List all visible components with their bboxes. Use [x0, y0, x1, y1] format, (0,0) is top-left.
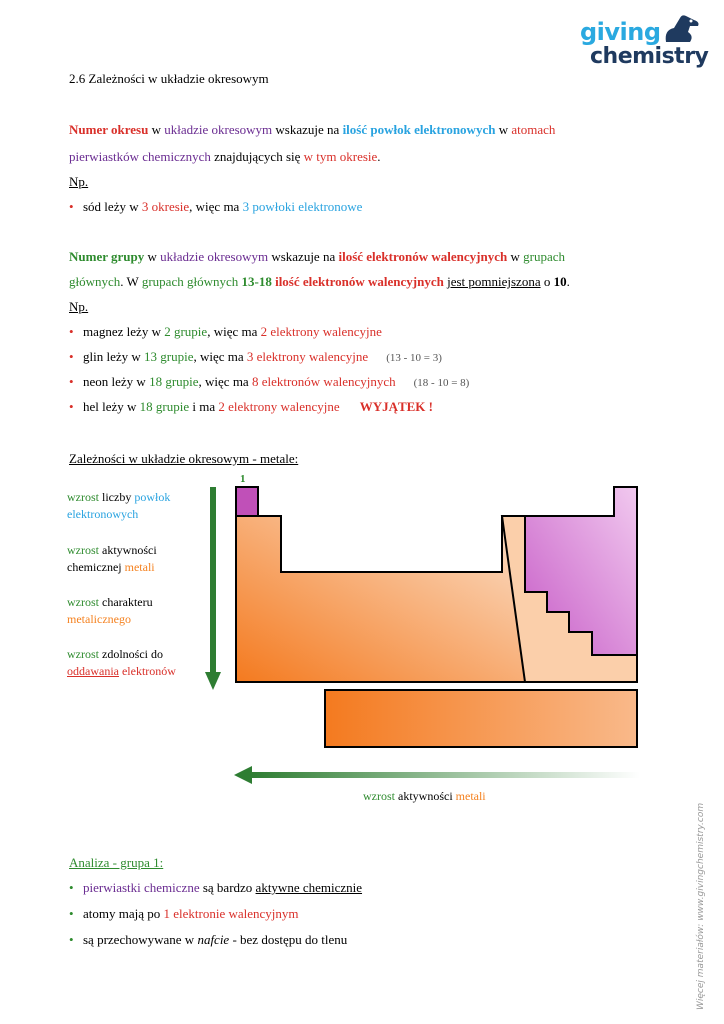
- text: wzrost: [67, 543, 99, 557]
- term-this-period: w tym okresie: [303, 149, 378, 164]
- term-period-number: Numer okresu: [69, 122, 149, 137]
- text: wskazuje na: [268, 249, 339, 264]
- text: glin leży w: [83, 349, 145, 364]
- analysis-item-2: [69, 906, 299, 922]
- vertical-increase-arrow: [205, 487, 221, 690]
- text: neon leży w: [83, 374, 150, 389]
- text: , więc ma: [193, 349, 247, 364]
- text: oddawania: [67, 664, 119, 678]
- text: .: [566, 274, 570, 289]
- text: są bardzo: [199, 880, 256, 895]
- text: są przechowywane w: [83, 932, 198, 947]
- analysis-item-3: [69, 932, 347, 948]
- text: aktywne chemicznie: [255, 880, 363, 895]
- text: 3 elektrony walencyjne: [246, 349, 369, 364]
- bullet: •: [69, 349, 74, 364]
- bullet: •: [69, 399, 74, 414]
- text: znajdujących się: [210, 149, 304, 164]
- text: 8 elektronów walencyjnych: [251, 374, 396, 389]
- text: 2 grupie: [164, 324, 208, 339]
- watermark: Więcej materiałów: www.givingchemistry.com: [696, 802, 706, 1010]
- term-shell-count: ilość powłok elektronowych: [342, 122, 496, 137]
- bottom-arrow-label: [363, 789, 486, 804]
- text: w: [148, 122, 165, 137]
- exception-label: WYJĄTEK !: [359, 399, 433, 414]
- text: 2 elektrony walencyjne: [260, 324, 382, 339]
- term-elements: pierwiastków chemicznych: [69, 149, 211, 164]
- text: elektronowych: [67, 507, 139, 521]
- text: nafcie: [197, 932, 230, 947]
- text: 3 okresie: [141, 199, 190, 214]
- text: 18 grupie: [149, 374, 199, 389]
- text: metali: [455, 789, 486, 803]
- text: o: [540, 274, 554, 289]
- section-title: 2.6 Zależności w układzie okresowym: [69, 71, 269, 86]
- hydrogen-cell: [236, 487, 258, 516]
- np-label-1: Np.: [69, 174, 89, 189]
- term-periodic-table: układzie okresowym: [160, 249, 269, 264]
- text: metalicznego: [67, 612, 131, 626]
- text: wzrost: [363, 789, 395, 803]
- text: magnez leży w: [83, 324, 165, 339]
- bullet: •: [69, 374, 74, 389]
- bullet: •: [69, 324, 74, 339]
- text: 18 grupie: [139, 399, 190, 414]
- calculation: (13 - 10 = 3): [386, 352, 442, 364]
- text: w: [144, 249, 161, 264]
- text: jest pomniejszona: [447, 274, 541, 289]
- text: 13-18: [241, 274, 272, 289]
- bullet: •: [69, 906, 74, 921]
- text: wzrost: [67, 595, 99, 609]
- text: , więc ma: [198, 374, 252, 389]
- text: charakteru: [99, 595, 153, 609]
- text: metali: [124, 560, 155, 574]
- text: powłok: [134, 490, 171, 504]
- text: pierwiastki chemiczne: [83, 880, 200, 895]
- text: sód leży w: [83, 199, 142, 214]
- text: 13 grupie: [144, 349, 194, 364]
- text: 10: [553, 274, 567, 289]
- text: w: [507, 249, 524, 264]
- analysis-item-1: [69, 880, 362, 896]
- text: , więc ma: [207, 324, 261, 339]
- text: 3 powłoki elektronowe: [242, 199, 363, 214]
- metals-region: [236, 516, 525, 682]
- text: . W: [120, 274, 142, 289]
- text: i ma: [189, 399, 219, 414]
- calculation: (18 - 10 = 8): [413, 377, 470, 389]
- analysis-title: Analiza - grupa 1:: [69, 855, 164, 870]
- text: hel leży w: [83, 399, 140, 414]
- horizontal-increase-arrow: [234, 766, 640, 784]
- text: głównych: [69, 274, 121, 289]
- text: 1 elektronie walencyjnym: [163, 906, 299, 921]
- text: aktywności: [99, 543, 157, 557]
- text: wzrost: [67, 490, 99, 504]
- bullet: •: [69, 932, 74, 947]
- text: ilość elektronów walencyjnych: [275, 274, 444, 289]
- term-periodic-table: układzie okresowym: [164, 122, 273, 137]
- text: chemicznej: [67, 560, 125, 574]
- text: grupach głównych: [141, 274, 239, 289]
- text: aktywności: [395, 789, 456, 803]
- text: wskazuje na: [272, 122, 343, 137]
- text: wzrost: [67, 647, 99, 661]
- diagram-title: Zależności w układzie okresowym - metale:: [69, 451, 299, 466]
- logo-text-giving: giving: [580, 18, 661, 46]
- text: elektronów: [118, 664, 176, 678]
- text: 2 elektrony walencyjne: [218, 399, 340, 414]
- text: .: [377, 149, 381, 164]
- term-valence-count: ilość elektronów walencyjnych: [338, 249, 508, 264]
- f-block-region: [325, 690, 637, 747]
- text: - bez dostępu do tlenu: [229, 932, 348, 947]
- text: , więc ma: [189, 199, 243, 214]
- text: liczby: [99, 490, 135, 504]
- logo-text-chemistry: chemistry: [590, 44, 709, 69]
- term-groups: grupach: [523, 249, 565, 264]
- text: atomy mają po: [83, 906, 164, 921]
- term-group-number: Numer grupy: [69, 249, 145, 264]
- bullet: •: [69, 199, 74, 214]
- text: w: [495, 122, 512, 137]
- text: zdolności do: [99, 647, 163, 661]
- bullet: •: [69, 880, 74, 895]
- np-label-2: Np.: [69, 299, 89, 314]
- term-atoms: atomach: [511, 122, 556, 137]
- group-1-label: 1: [240, 473, 246, 485]
